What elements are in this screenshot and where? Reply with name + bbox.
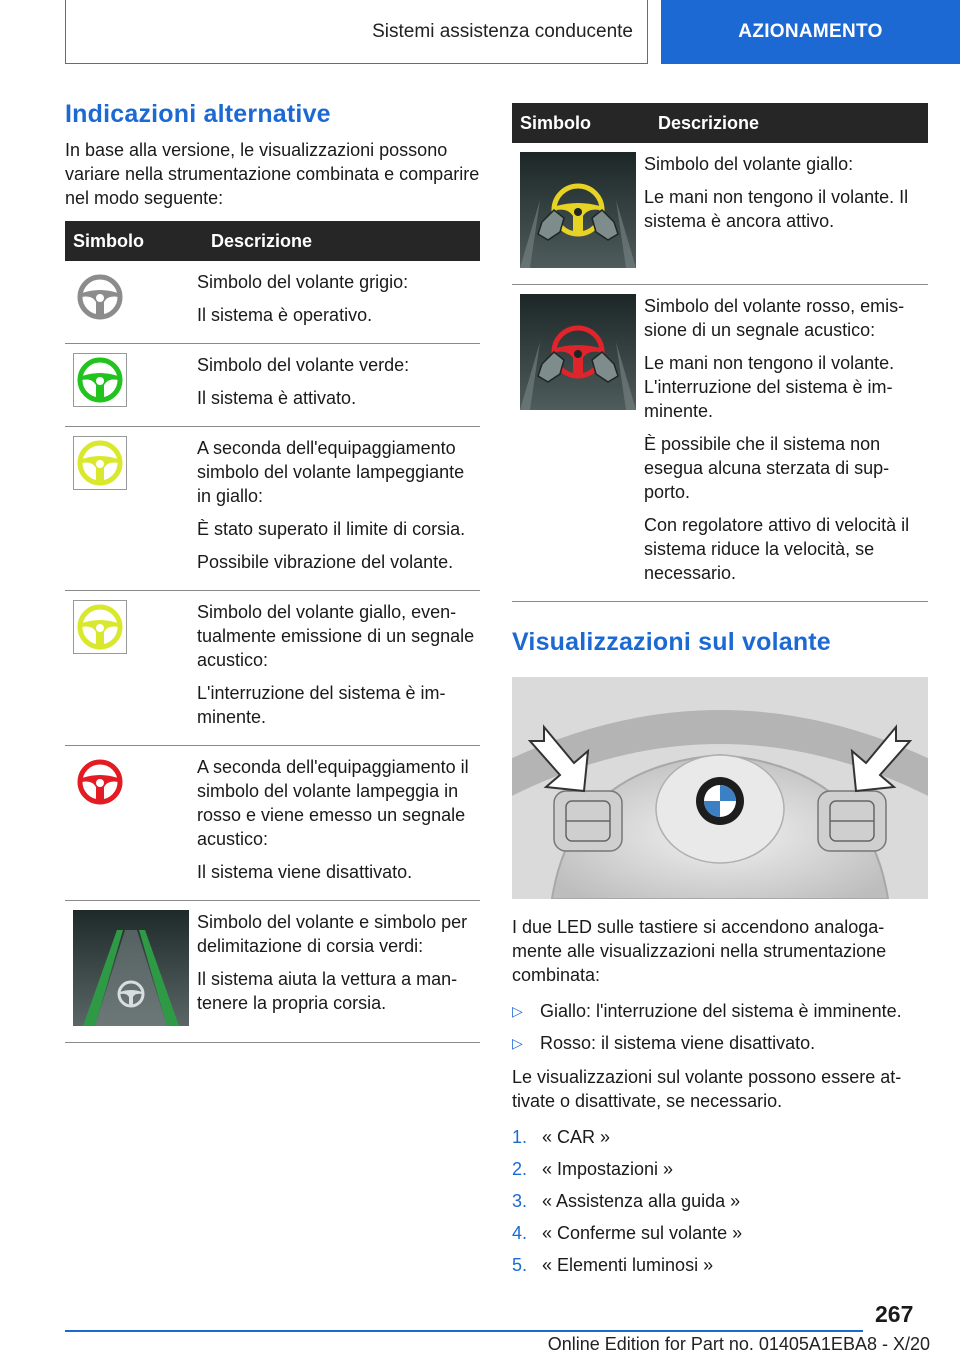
description-text: Simbolo del volante verde: xyxy=(197,355,410,375)
steering-wheel-yellow-icon xyxy=(73,436,127,490)
table-header-row xyxy=(512,103,928,143)
lane-steering-display-icon xyxy=(73,910,189,1026)
section-heading-alternative: Indicazioni alternative xyxy=(65,100,331,128)
step-text: « CAR » xyxy=(542,1127,611,1147)
description-text: Il sistema è attivato. xyxy=(197,388,357,408)
triangle-bullet-icon: ▷ xyxy=(512,1035,523,1051)
list-item xyxy=(512,1221,928,1245)
table-row xyxy=(65,591,480,746)
description-text: L'interruzione del sistema è imminente. xyxy=(197,683,446,727)
description-text: Con regolatore attivo di velocità il sistema riduce la velocità, se necessario. xyxy=(644,515,910,583)
description-text: È possibile che il sistema non esegua alcuna sterzata di supporto. xyxy=(644,434,890,502)
table-row xyxy=(512,143,928,285)
list-item-text: Giallo: l'interruzione del sistema è imminente. xyxy=(540,1001,902,1021)
section-heading-wheel-displays: Visualizzazioni sul volante xyxy=(512,628,831,656)
table-row xyxy=(65,746,480,901)
step-number: 1. xyxy=(512,1127,528,1147)
list-item xyxy=(512,1157,928,1181)
column-header-symbol: Simbolo xyxy=(512,103,644,143)
list-item xyxy=(512,1253,928,1277)
description-text: A seconda dell'equipaggiamento simbolo del volante lampeggiante in giallo: xyxy=(197,438,465,506)
activation-paragraph: Le visualizzazioni sul volante possono essere attivate o disattivate, se necessario. xyxy=(512,1067,902,1111)
triangle-bullet-icon: ▷ xyxy=(512,1003,523,1019)
section-title: Sistemi assistenza conducente xyxy=(372,20,633,42)
description-text: Le mani non tengono il volante. Il sistema è ancora attivo. xyxy=(644,187,909,231)
page-number: 267 xyxy=(875,1301,914,1327)
steering-wheel-red-icon xyxy=(73,755,127,809)
chapter-title: AZIONAMENTO xyxy=(738,21,883,42)
left-column xyxy=(65,100,480,1043)
column-header-description: Descrizione xyxy=(197,221,480,261)
chapter-tab[interactable] xyxy=(661,0,960,64)
description-text: È stato superato il limite di corsia. xyxy=(197,519,466,539)
right-column xyxy=(512,103,928,1285)
column-header-symbol: Simbolo xyxy=(65,221,197,261)
description-text: Simbolo del volante giallo, eventualmente emissione di un segnale acustico: xyxy=(197,602,475,670)
description-text: Simbolo del volante rosso, emissione di un segnale acustico: xyxy=(644,296,905,340)
table-row xyxy=(65,261,480,344)
list-item xyxy=(512,999,928,1023)
steering-wheel-green-icon xyxy=(73,353,127,407)
steering-wheel-led-photo xyxy=(512,677,928,899)
step-number: 3. xyxy=(512,1191,528,1211)
list-item xyxy=(512,1031,928,1055)
step-number: 4. xyxy=(512,1223,528,1243)
description-text: Simbolo del volante e simbolo per delimitazione di corsia verdi: xyxy=(197,912,468,956)
table-header-row xyxy=(65,221,480,261)
steering-wheel-yellow-icon xyxy=(73,600,127,654)
step-number: 5. xyxy=(512,1255,528,1275)
table-row xyxy=(65,344,480,427)
column-header-description: Descrizione xyxy=(644,103,928,143)
table-row xyxy=(65,901,480,1043)
section-header xyxy=(65,0,648,64)
hands-on-wheel-yellow-icon xyxy=(520,152,636,268)
symbol-table-left xyxy=(65,221,480,1043)
description-text: Simbolo del volante grigio: xyxy=(197,272,409,292)
table-row xyxy=(512,285,928,602)
step-text: « Elementi luminosi » xyxy=(542,1255,714,1275)
step-text: « Impostazioni » xyxy=(542,1159,674,1179)
table-row xyxy=(65,427,480,591)
list-item xyxy=(512,1125,928,1149)
description-text: Possibile vibrazione del volante. xyxy=(197,552,454,572)
description-text: Il sistema viene disattivato. xyxy=(197,862,413,882)
description-text: Il sistema è operativo. xyxy=(197,305,373,325)
steering-wheel-grey-icon xyxy=(73,270,127,324)
description-text: A seconda dell'equipaggiamento il simbolo del volante lampeggia in rosso e viene emesso un segnale acustico: xyxy=(197,757,469,849)
symbol-table-right xyxy=(512,103,928,602)
led-paragraph: I due LED sulle tastiere si accendono analogamente alle visualizzazioni nella strumentazione combinata: xyxy=(512,917,887,985)
description-text: Simbolo del volante giallo: xyxy=(644,154,854,174)
footer-divider xyxy=(65,1330,863,1332)
step-number: 2. xyxy=(512,1159,528,1179)
led-color-list xyxy=(512,999,928,1055)
step-text: « Conferme sul volante » xyxy=(542,1223,743,1243)
list-item-text: Rosso: il sistema viene disattivato. xyxy=(540,1033,816,1053)
footer-edition: Online Edition for Part no. 01405A1EBA8 - X/20 xyxy=(547,1334,930,1354)
description-text: Le mani non tengono il volante. L'interruzione del sistema è imminente. xyxy=(644,353,895,421)
description-text: Il sistema aiuta la vettura a mantenere la propria corsia. xyxy=(197,969,458,1013)
menu-steps-list xyxy=(512,1125,928,1277)
hands-on-wheel-red-icon xyxy=(520,294,636,410)
list-item xyxy=(512,1189,928,1213)
step-text: « Assistenza alla guida » xyxy=(542,1191,741,1211)
intro-paragraph: In base alla versione, le visualizzazioni possono variare nella strumentazione combinata e comparire nel modo seguente: xyxy=(65,140,480,208)
